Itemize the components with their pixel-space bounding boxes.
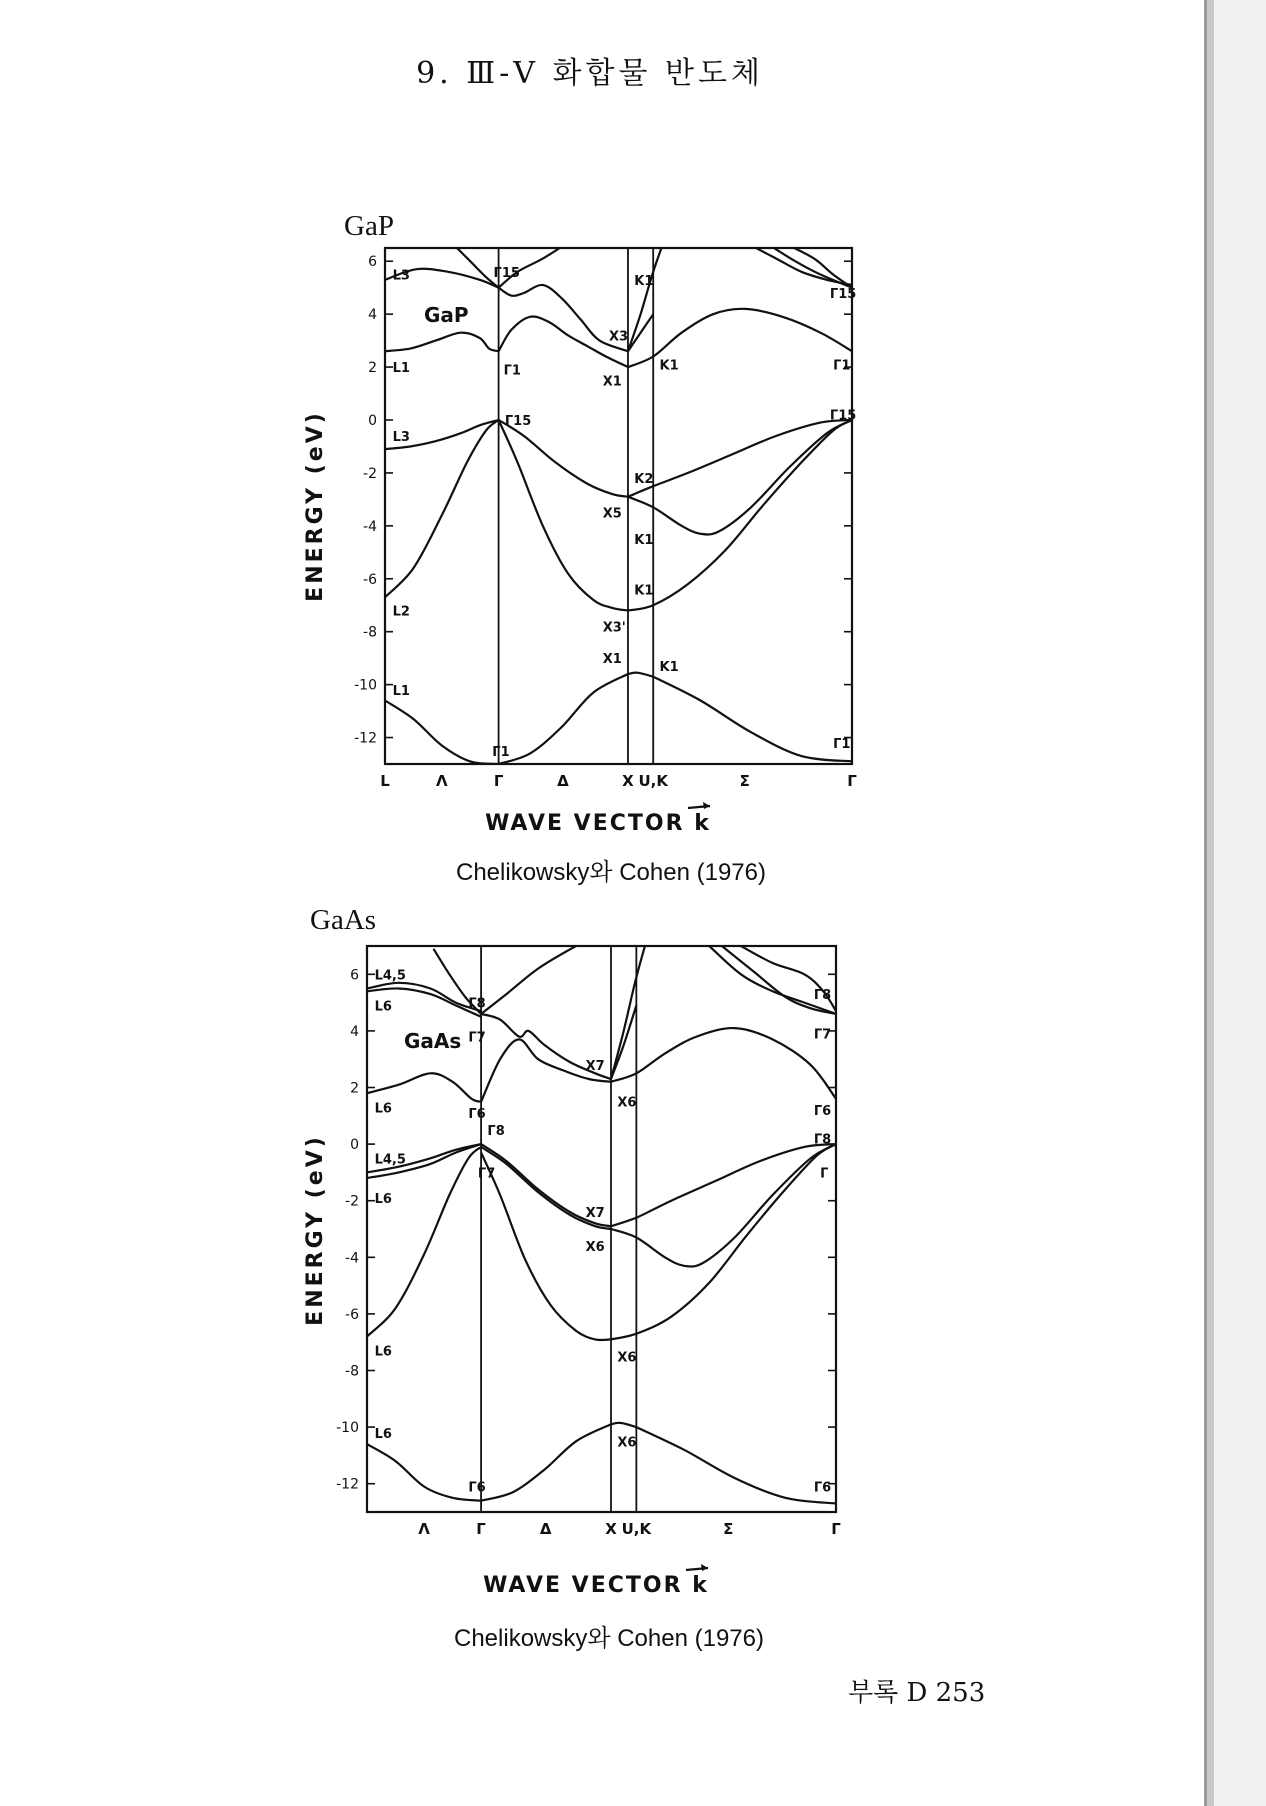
symmetry-point-label: X1 — [602, 374, 622, 390]
y-tick-label: -2 — [363, 465, 377, 482]
y-axis-label: ENERGY (eV) — [303, 410, 328, 602]
x-tick-label: Γ — [476, 1520, 486, 1538]
symmetry-point-label: X3' — [602, 620, 626, 636]
band-curve — [653, 677, 852, 762]
symmetry-point-label: Γ7 — [477, 1166, 496, 1182]
band-curve — [454, 245, 498, 287]
symmetry-point-label: K1 — [634, 583, 654, 599]
symmetry-point-label: L3 — [392, 268, 410, 284]
symmetry-point-label: Γ15 — [829, 408, 857, 424]
band-curve — [367, 1073, 481, 1101]
x-axis-label: WAVE VECTOR k — [483, 1573, 709, 1598]
y-tick-label: 6 — [350, 967, 359, 984]
symmetry-point-label: K1 — [659, 660, 679, 676]
band-curve — [481, 1424, 611, 1500]
symmetry-point-label: K2 — [634, 472, 654, 488]
band-curve — [367, 1444, 481, 1501]
symmetry-point-label: Γ8 — [813, 988, 832, 1004]
band-curve — [628, 314, 653, 351]
y-tick-label: -12 — [354, 730, 377, 747]
band-curve — [611, 1028, 836, 1099]
symmetry-point-label: Γ6 — [468, 1480, 486, 1496]
x-tick-label: Σ — [723, 1520, 734, 1538]
symmetry-point-label: L6 — [374, 1426, 392, 1442]
y-tick-label: 4 — [350, 1023, 359, 1040]
x-tick-label: Σ — [739, 772, 750, 790]
x-tick-label: Δ — [539, 1520, 552, 1538]
band-curve — [611, 1144, 836, 1266]
symmetry-point-label: L1 — [392, 361, 410, 377]
symmetry-point-label: Γ8 — [487, 1123, 505, 1139]
symmetry-point-label: L6 — [374, 999, 392, 1015]
symmetry-point-label: K1 — [659, 358, 679, 374]
symmetry-point-label: Γ7 — [813, 1027, 832, 1043]
gap-figure-title: GaP — [344, 210, 394, 242]
symmetry-point-label: Γ8 — [468, 996, 486, 1012]
x-tick-label: X — [605, 1520, 617, 1538]
symmetry-point-label: X6 — [617, 1435, 637, 1451]
y-tick-label: -10 — [354, 677, 377, 694]
y-tick-label: -2 — [345, 1193, 359, 1210]
band-curve — [770, 245, 852, 287]
y-tick-label: 6 — [368, 254, 377, 271]
symmetry-point-label: X3 — [609, 329, 629, 345]
x-tick-label: U,K — [621, 1520, 652, 1538]
y-axis-label: ENERGY (eV) — [303, 1134, 328, 1326]
material-label: GaP — [424, 303, 469, 327]
symmetry-point-label: X6 — [617, 1095, 637, 1111]
y-tick-label: -12 — [336, 1476, 359, 1493]
symmetry-point-label: X5 — [602, 506, 622, 522]
band-curve — [722, 946, 836, 1014]
y-tick-label: 2 — [368, 360, 377, 377]
band-curve — [499, 674, 628, 764]
symmetry-point-label: L6 — [374, 1101, 392, 1117]
symmetry-point-label: L6 — [374, 1191, 392, 1207]
symmetry-point-label: Γ6 — [468, 1106, 486, 1122]
symmetry-point-label: L1 — [392, 683, 410, 699]
symmetry-point-label: X6 — [585, 1239, 605, 1255]
symmetry-point-label: X7 — [585, 1058, 605, 1074]
band-curve — [636, 1427, 836, 1503]
x-tick-label: Γ — [493, 772, 504, 790]
band-curve — [628, 420, 852, 611]
gap-band-plot — [303, 214, 857, 836]
x-tick-label: Λ — [418, 1520, 430, 1538]
x-tick-label: Γ — [847, 772, 857, 790]
symmetry-point-label: L6 — [374, 1344, 392, 1360]
page-heading: 9. Ⅲ-Ⅴ 화합물 반도체 — [416, 56, 764, 91]
band-curve — [385, 701, 499, 765]
symmetry-point-label: Γ15 — [504, 414, 532, 429]
band-curve — [789, 245, 852, 287]
band-curve — [611, 932, 649, 1079]
symmetry-point-label: L4,5 — [374, 1152, 406, 1168]
y-tick-label: -6 — [363, 571, 377, 588]
y-tick-label: 0 — [368, 413, 377, 429]
band-curve — [611, 1144, 836, 1226]
y-tick-label: -6 — [345, 1306, 359, 1323]
x-tick-label: L — [380, 772, 390, 790]
symmetry-point-label: X1 — [602, 652, 622, 668]
gaas-band-plot — [303, 929, 841, 1598]
y-tick-label: -8 — [345, 1363, 359, 1380]
gaas-figure-title: GaAs — [310, 904, 377, 936]
band-curve — [385, 333, 499, 352]
symmetry-point-label: L4,5 — [374, 968, 406, 984]
symmetry-point-label: Γ6 — [813, 1104, 832, 1120]
y-tick-label: -8 — [363, 624, 377, 641]
band-curve — [481, 929, 611, 1014]
band-curve — [628, 420, 852, 535]
symmetry-point-label: Γ15 — [829, 286, 857, 302]
symmetry-point-label: Γ1 — [492, 744, 510, 760]
band-curve — [611, 1423, 636, 1427]
band-curve — [499, 420, 628, 497]
symmetry-point-label: L3 — [392, 429, 410, 445]
y-tick-label: -4 — [345, 1250, 359, 1267]
symmetry-point-label: X6 — [617, 1350, 637, 1366]
x-tick-label: Γ — [831, 1520, 841, 1538]
symmetry-point-label: Γ15 — [493, 265, 520, 281]
symmetry-point-label: Γ — [820, 1166, 829, 1182]
band-curve — [709, 946, 836, 1014]
symmetry-point-label: Γ7 — [468, 1030, 486, 1046]
band-curve — [628, 227, 669, 351]
x-tick-label: Δ — [557, 772, 569, 790]
symmetry-point-label: X7 — [585, 1206, 605, 1222]
band-curve — [628, 420, 852, 497]
y-tick-label: 4 — [368, 307, 377, 324]
y-tick-label: -4 — [363, 518, 377, 535]
page-footer: 부록 D 253 — [848, 1678, 986, 1708]
symmetry-point-label: Γ8 — [813, 1132, 832, 1148]
x-tick-label: Λ — [435, 772, 448, 790]
symmetry-point-label: L2 — [392, 604, 410, 620]
arrowhead-icon — [703, 802, 710, 809]
x-axis-label: WAVE VECTOR k — [485, 811, 711, 836]
symmetry-point-label: Γ1 — [833, 736, 851, 752]
gap-figure-caption: Chelikowsky와 Cohen (1976) — [456, 859, 766, 886]
gaas-figure-caption: Chelikowsky와 Cohen (1976) — [454, 1625, 764, 1652]
band-curve — [628, 673, 653, 677]
symmetry-point-label: Γ6 — [813, 1480, 832, 1496]
y-tick-label: -10 — [336, 1420, 359, 1437]
y-tick-label: 0 — [350, 1137, 359, 1154]
arrowhead-icon — [701, 1564, 708, 1571]
symmetry-point-label: K1 — [634, 273, 654, 289]
symmetry-point-label: Γ1 — [503, 363, 521, 379]
symmetry-point-label: Γ1 — [833, 358, 851, 374]
x-tick-label: X — [622, 772, 634, 790]
material-label: GaAs — [404, 1029, 462, 1053]
x-tick-label: U,K — [638, 772, 668, 790]
symmetry-point-label: K1 — [634, 533, 654, 549]
y-tick-label: 2 — [350, 1080, 359, 1097]
